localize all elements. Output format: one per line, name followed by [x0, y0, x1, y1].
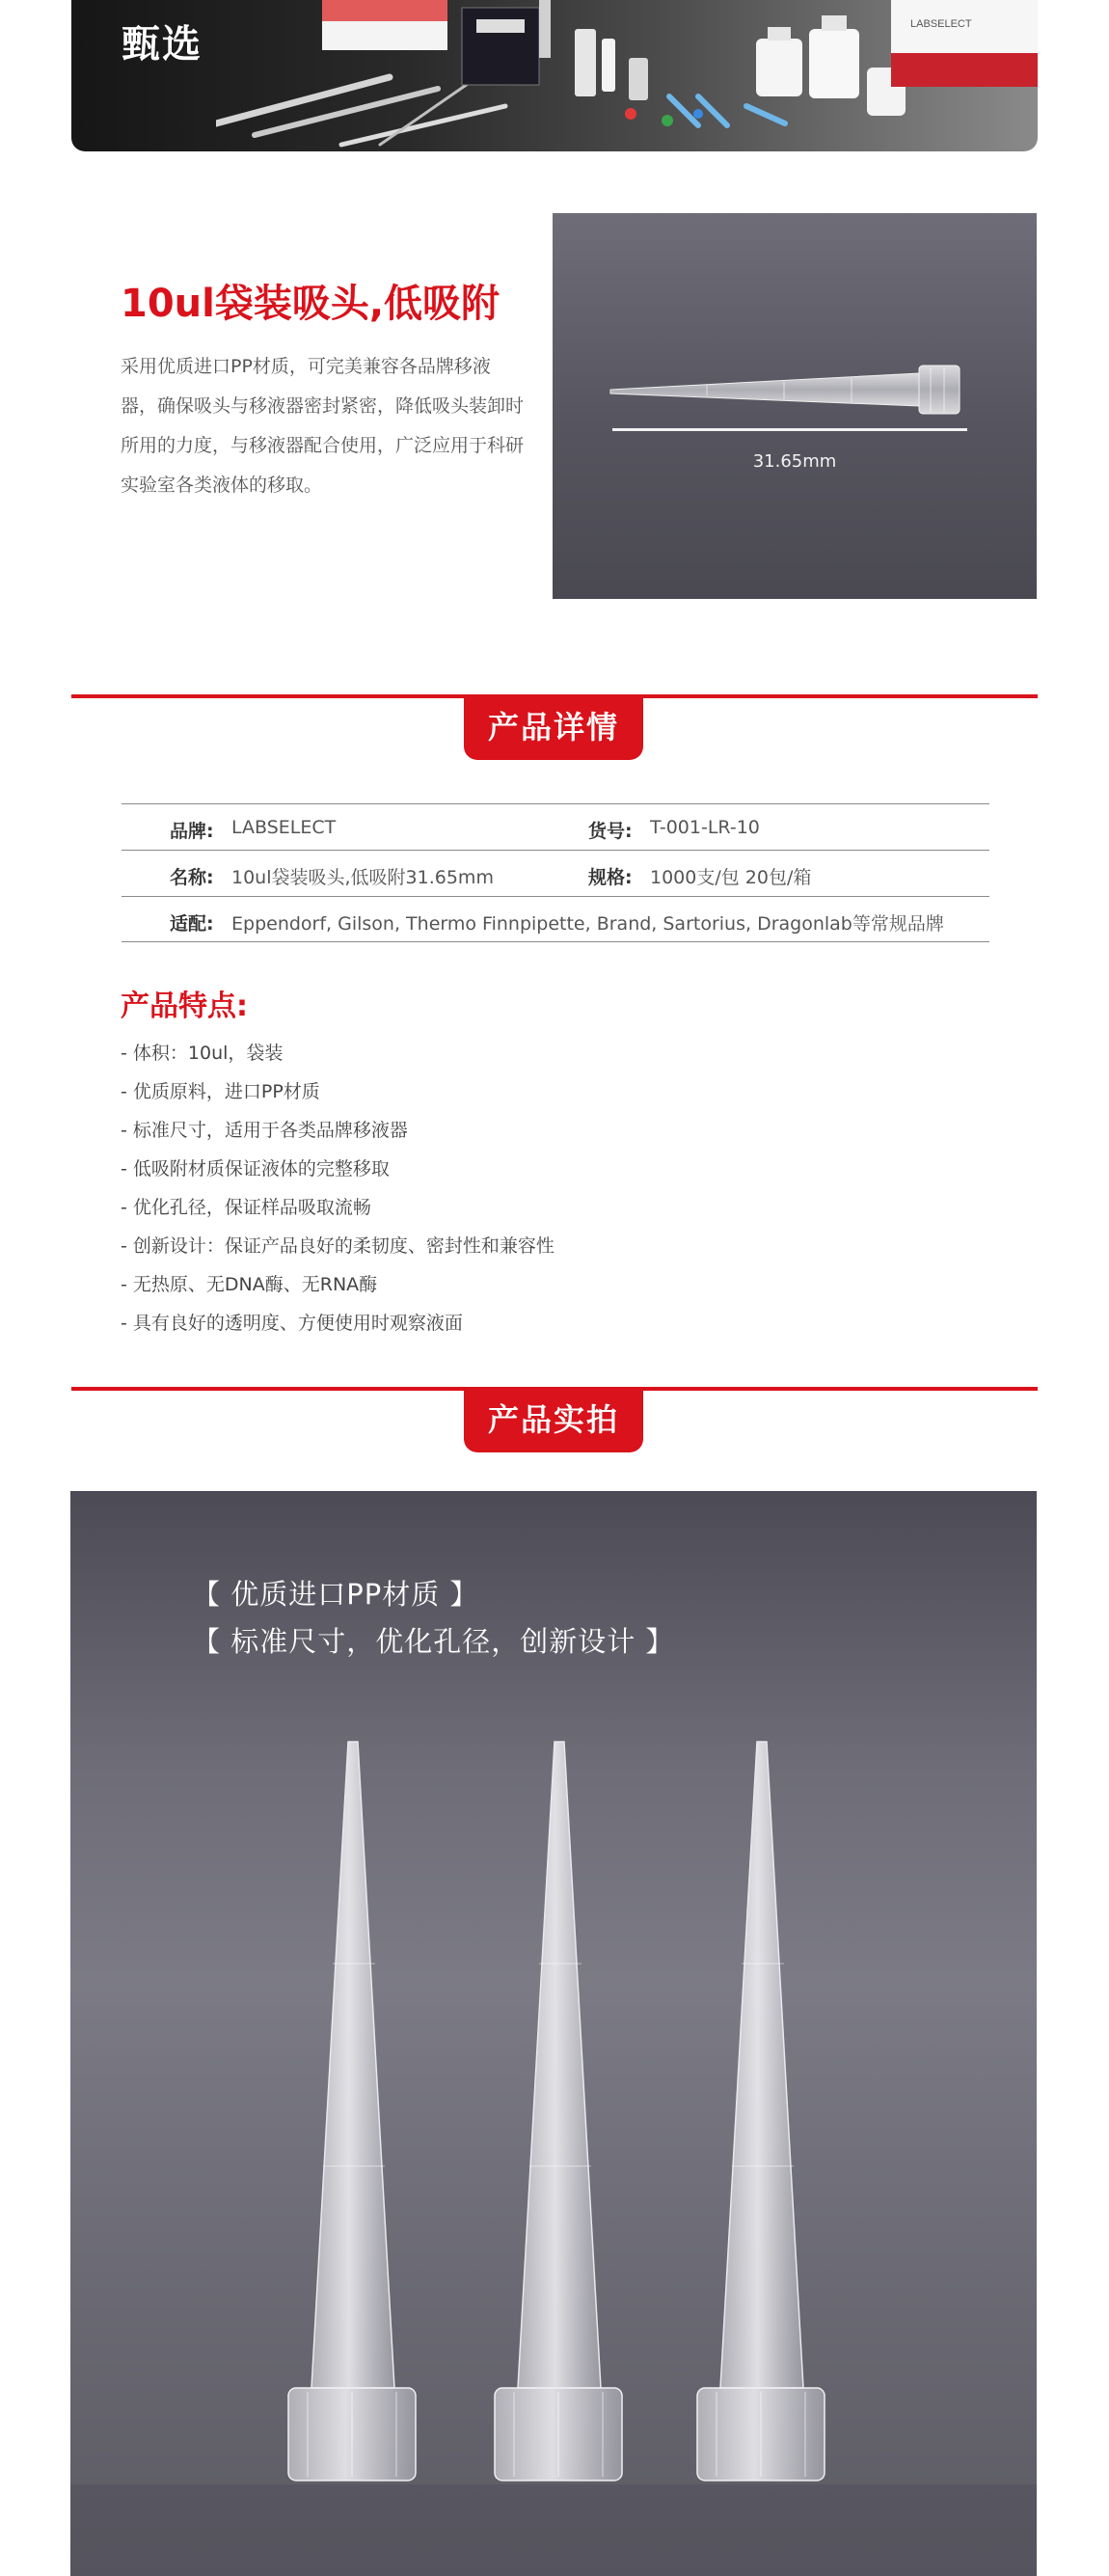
details-heading: 产品详情: [464, 696, 643, 760]
pipette-tip-illustration: [553, 213, 1037, 599]
spec-value: T-001-LR-10: [650, 817, 760, 838]
feature-item: - 标准尺寸，适用于各类品牌移液器: [121, 1120, 408, 1141]
spec-table: [122, 803, 989, 942]
spec-label: 规格:: [588, 867, 633, 888]
spec-label: 名称:: [170, 867, 214, 888]
product-photo: [70, 1491, 1037, 2576]
measurement-label: 31.65mm: [752, 451, 837, 472]
product-description: 采用优质进口PP材质，可完美兼容各品牌移液器，确保吸头与移液器密封紧密，降低吸头装卸时所用的力度，与移液器配合使用，广泛应用于科研实验室各类液体的移取。: [121, 356, 525, 496]
product-title: 10ul袋装吸头,低吸附: [121, 282, 500, 326]
tip-right: [697, 1742, 825, 2481]
top-banner: [71, 0, 1038, 151]
feature-item: - 低吸附材质保证液体的完整移取: [121, 1158, 390, 1180]
spec-label: 适配:: [170, 913, 214, 935]
spec-value: 1000支/包 20包/箱: [650, 867, 812, 888]
feature-item: - 创新设计：保证产品良好的柔韧度、密封性和兼容性: [121, 1235, 554, 1257]
feature-item: - 具有良好的透明度、方便使用时观察液面: [121, 1313, 463, 1334]
photo-caption: 【 标准尺寸，优化孔径，创新设计 】: [192, 1625, 675, 1658]
photo-heading: 产品实拍: [464, 1389, 643, 1452]
spec-label: 货号:: [588, 821, 633, 842]
tip-left: [288, 1742, 416, 2481]
spec-label: 品牌:: [170, 821, 214, 842]
tip-dimension-panel: [553, 213, 1037, 599]
pipette-tips-illustration: [70, 1491, 1037, 2576]
spec-row: [122, 850, 989, 896]
spec-row: [122, 803, 989, 850]
spec-value: LABSELECT: [231, 817, 337, 838]
banner-product-image: [216, 0, 1038, 151]
feature-item: - 优质原料，进口PP材质: [121, 1081, 320, 1102]
photo-caption: 【 优质进口PP材质 】: [192, 1578, 479, 1611]
feature-item: - 体积：10ul，袋装: [121, 1043, 284, 1064]
spec-value: 10ul袋装吸头,低吸附31.65mm: [231, 867, 494, 888]
feature-item: - 优化孔径，保证样品吸取流畅: [121, 1197, 371, 1218]
banner-title: 甄选: [122, 22, 203, 67]
svg-text:LABSELECT: LABSELECT: [910, 18, 972, 30]
spec-row: [122, 896, 989, 942]
features-list: [121, 1034, 554, 1342]
measurement-line: [612, 428, 967, 431]
tip-middle: [495, 1742, 622, 2481]
features-heading: 产品特点:: [121, 990, 248, 1023]
spec-value: Eppendorf, Gilson, Thermo Finnpipette, Brand, Sartorius, Dragonlab等常规品牌: [231, 913, 944, 935]
feature-item: - 无热原、无DNA酶、无RNA酶: [121, 1274, 378, 1295]
